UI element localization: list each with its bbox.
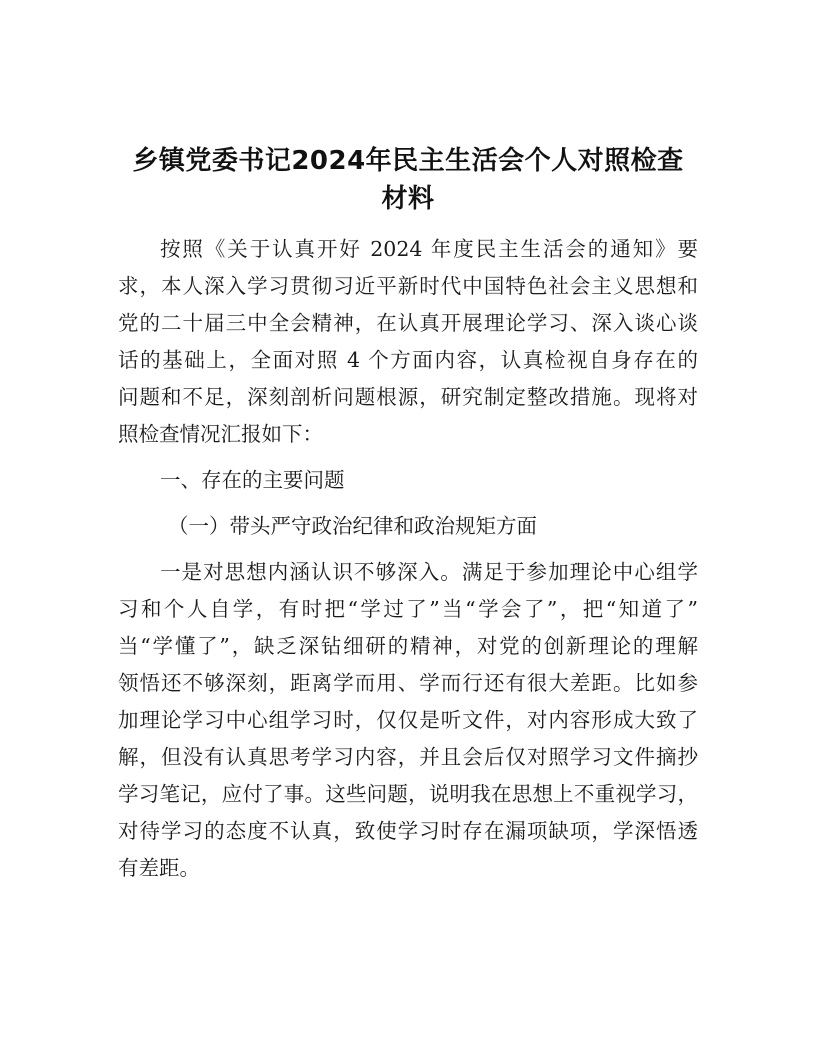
document-title-line-2: 材料 [381,184,435,214]
subsection-heading: （一）带头严守政治纪律和政治规矩方面 [168,514,537,538]
intro-line: 话的基础上，全面对照 4 个方面内容，认真检视自身存在的 [118,348,698,372]
paragraph-line: 对待学习的态度不认真，致使学习时存在漏项缺项，学深悟透 [118,819,698,843]
intro-line: 按照《关于认真开好 2024 年度民主生活会的通知》要 [160,237,698,261]
section-heading: 一、存在的主要问题 [160,468,345,492]
paragraph-line: 有差距。 [118,856,200,880]
paragraph-line: 加理论学习中心组学习时，仅仅是听文件，对内容形成大致了 [118,708,698,732]
document-title-line-1: 乡镇党委书记2024年民主生活会个人对照检查 [132,146,684,176]
paragraph-line: 一是对思想内涵认识不够深入。满足于参加理论中心组学 [160,560,698,584]
paragraph-line: 习和个人自学，有时把“学过了”当“学会了”，把“知道了” [118,597,698,621]
intro-line: 党的二十届三中全会精神，在认真开展理论学习、深入谈心谈 [118,311,698,335]
paragraph-line: 领悟还不够深刻，距离学而用、学而行还有很大差距。比如参 [118,671,698,695]
intro-line: 照检查情况汇报如下： [118,422,323,446]
paragraph-line: 当“学懂了”，缺乏深钻细研的精神，对党的创新理论的理解 [118,634,698,658]
paragraph-line: 解，但没有认真思考学习内容，并且会后仅对照学习文件摘抄 [118,745,698,769]
paragraph-line: 学习笔记，应付了事。这些问题，说明我在思想上不重视学习， [118,782,698,806]
intro-line: 问题和不足，深刻剖析问题根源，研究制定整改措施。现将对 [118,385,698,409]
intro-line: 求，本人深入学习贯彻习近平新时代中国特色社会主义思想和 [118,274,698,298]
